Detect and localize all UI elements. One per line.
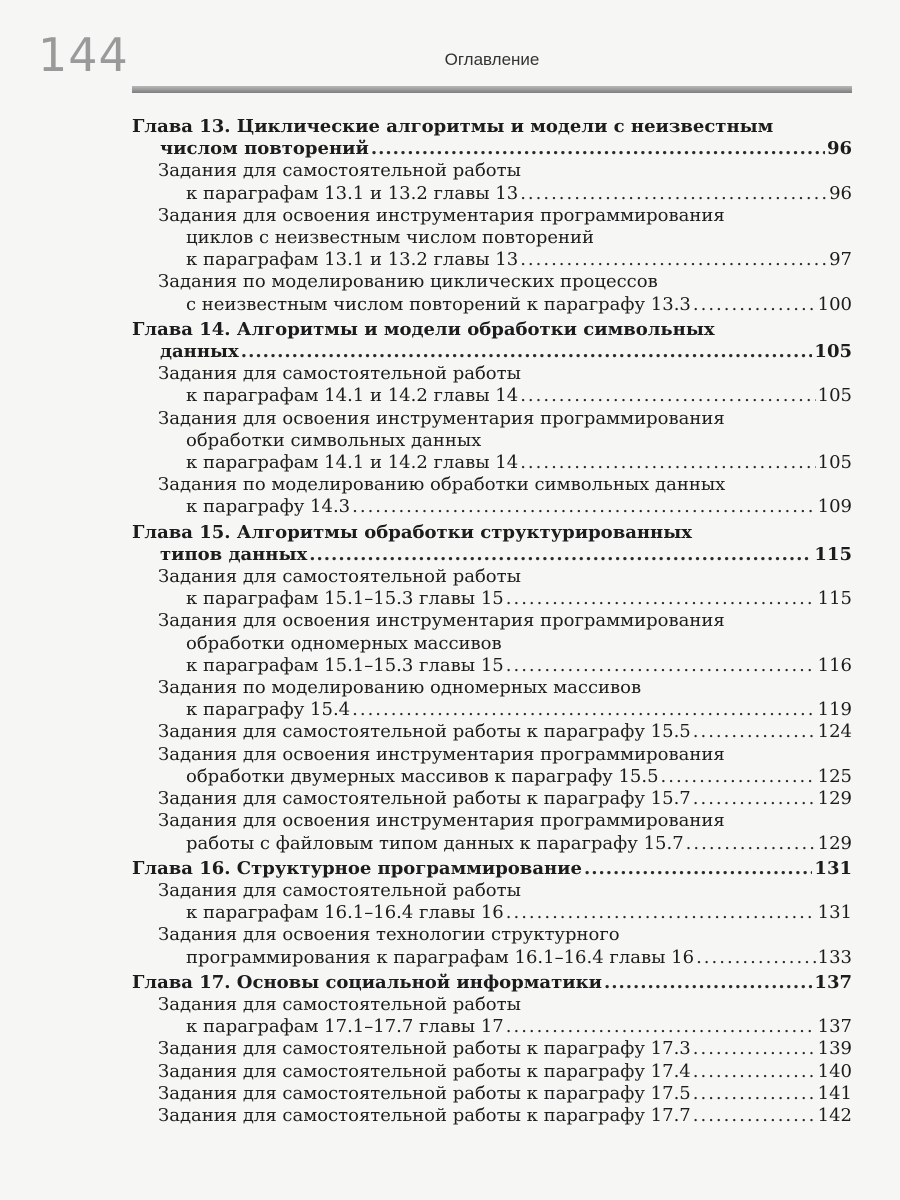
toc-chapter-entry bbox=[132, 858, 852, 880]
dot-leader bbox=[352, 496, 816, 518]
dot-leader bbox=[520, 452, 815, 474]
toc-entry-text: к параграфам 14.1 и 14.2 главы 14 bbox=[186, 452, 519, 474]
toc-page-number: 140 bbox=[817, 1060, 852, 1082]
dot-leader bbox=[686, 833, 816, 855]
toc-section-entry bbox=[132, 160, 852, 204]
toc-entry-row bbox=[158, 1016, 852, 1038]
dot-leader bbox=[693, 1038, 816, 1060]
toc-entry-text: к параграфам 16.1–16.4 главы 16 bbox=[186, 902, 504, 924]
dot-leader bbox=[693, 1105, 816, 1127]
toc-entry-text: Глава 14. Алгоритмы и модели обработки символьных bbox=[132, 318, 715, 340]
dot-leader bbox=[604, 972, 812, 994]
toc-entry-text: Задания для освоения инструментария программирования bbox=[158, 204, 725, 226]
dot-leader bbox=[309, 544, 812, 566]
dot-leader bbox=[584, 858, 812, 880]
header-rule bbox=[132, 86, 852, 93]
toc-chapter-entry bbox=[132, 972, 852, 994]
toc-section-entry bbox=[132, 363, 852, 407]
dot-leader bbox=[520, 249, 827, 271]
toc-page-number: 133 bbox=[817, 946, 852, 968]
toc-section-entry bbox=[132, 880, 852, 924]
toc-section-entry bbox=[132, 1083, 852, 1105]
running-title: Оглавление bbox=[444, 50, 540, 69]
toc-entry-text: Задания для самостоятельной работы bbox=[158, 566, 521, 588]
toc-page-number: 96 bbox=[826, 138, 852, 160]
toc-entry-text: данных bbox=[160, 341, 239, 363]
toc-entry-text: к параграфам 14.1 и 14.2 главы 14 bbox=[186, 385, 519, 407]
toc-entry-text: к параграфам 15.1–15.3 главы 15 bbox=[186, 588, 504, 610]
toc-section-entry bbox=[132, 271, 852, 315]
toc-page-number: 137 bbox=[817, 1016, 852, 1038]
toc-entry-text: к параграфам 15.1–15.3 главы 15 bbox=[186, 654, 504, 676]
toc-entry-text: к параграфам 13.1 и 13.2 главы 13 bbox=[186, 249, 519, 271]
toc-entry-text: Задания по моделированию одномерных массивов bbox=[158, 677, 642, 699]
toc-section-entry bbox=[132, 744, 852, 788]
toc-entry-row bbox=[158, 249, 852, 271]
dot-leader bbox=[352, 699, 816, 721]
toc-page-number: 124 bbox=[817, 721, 852, 743]
toc-entry-row bbox=[158, 1061, 852, 1083]
toc-page-number: 105 bbox=[817, 385, 852, 407]
dot-leader bbox=[693, 1061, 816, 1083]
toc-page-number: 129 bbox=[817, 832, 852, 854]
toc-page-number: 115 bbox=[817, 588, 852, 610]
toc-page-number: 141 bbox=[817, 1082, 852, 1104]
toc-page-number: 137 bbox=[814, 971, 852, 993]
toc-entry-text: Задания по моделированию циклических процессов bbox=[158, 271, 658, 293]
toc-entry-row bbox=[158, 1038, 852, 1060]
toc-entry-text: Задания для самостоятельной работы к параграфу 15.7 bbox=[158, 788, 691, 810]
toc-page-number: 97 bbox=[829, 249, 852, 271]
toc-entry-text: Задания по моделированию обработки символьных данных bbox=[158, 474, 726, 496]
toc-page-number: 139 bbox=[817, 1038, 852, 1060]
toc-page-number: 109 bbox=[817, 496, 852, 518]
toc-entry-text: обработки символьных данных bbox=[186, 429, 482, 451]
toc-entry-text: Задания для самостоятельной работы к параграфу 17.3 bbox=[158, 1038, 691, 1060]
toc-entry-text: типов данных bbox=[160, 543, 308, 565]
toc-entry-text: Глава 16. Структурное программирование bbox=[132, 857, 582, 879]
toc-entry-row bbox=[158, 902, 852, 924]
toc-entry-row bbox=[158, 766, 852, 788]
toc-page-number: 142 bbox=[817, 1104, 852, 1126]
dot-leader bbox=[520, 183, 827, 205]
toc-entry-row bbox=[158, 833, 852, 855]
dot-leader bbox=[506, 1016, 816, 1038]
toc-page-number: 116 bbox=[817, 654, 852, 676]
toc-entry-row bbox=[158, 721, 852, 743]
toc-entry-text: Задания для освоения инструментария программирования bbox=[158, 407, 725, 429]
toc-chapter-entry bbox=[132, 522, 852, 566]
toc-entry-row bbox=[158, 496, 852, 518]
toc-page-number: 96 bbox=[829, 182, 852, 204]
toc-entry-row bbox=[158, 588, 852, 610]
toc-section-entry bbox=[132, 610, 852, 677]
toc-entry-text: Задания для освоения технологии структурного bbox=[158, 924, 620, 946]
dot-leader bbox=[520, 385, 815, 407]
toc-section-entry bbox=[132, 677, 852, 721]
toc-section-entry bbox=[132, 474, 852, 518]
toc-entry-row bbox=[158, 699, 852, 721]
toc-page-number: 115 bbox=[814, 543, 852, 565]
toc-entry-row bbox=[158, 452, 852, 474]
toc-section-entry bbox=[132, 566, 852, 610]
toc-entry-text: числом повторений bbox=[160, 138, 369, 160]
dot-leader bbox=[371, 138, 825, 160]
toc-entry-row bbox=[158, 294, 852, 316]
toc-entry-text: обработки двумерных массивов к параграфу 15.5 bbox=[186, 765, 659, 787]
toc-section-entry bbox=[132, 924, 852, 968]
toc-entry-row bbox=[132, 544, 852, 566]
toc-section-entry bbox=[132, 408, 852, 475]
toc-entry-text: Глава 15. Алгоритмы обработки структурированных bbox=[132, 521, 692, 543]
toc-section-entry bbox=[132, 994, 852, 1038]
dot-leader bbox=[506, 655, 816, 677]
toc-chapter-entry bbox=[132, 116, 852, 160]
toc-page-number: 100 bbox=[817, 293, 852, 315]
dot-leader bbox=[693, 1083, 816, 1105]
toc-chapter-entry bbox=[132, 319, 852, 363]
toc-entry-row bbox=[158, 385, 852, 407]
toc-entry-row bbox=[132, 972, 852, 994]
toc-section-entry bbox=[132, 721, 852, 743]
toc-page-number: 129 bbox=[817, 788, 852, 810]
dot-leader bbox=[693, 721, 816, 743]
toc-entry-text: Задания для освоения инструментария программирования bbox=[158, 610, 725, 632]
toc-section-entry bbox=[132, 1105, 852, 1127]
toc-entry-text: Задания для освоения инструментария программирования bbox=[158, 743, 725, 765]
toc-entry-text: к параграфам 17.1–17.7 главы 17 bbox=[186, 1016, 504, 1038]
toc-entry-row bbox=[158, 1105, 852, 1127]
toc-section-entry bbox=[132, 1061, 852, 1083]
toc-entry-row bbox=[132, 858, 852, 880]
dot-leader bbox=[696, 947, 816, 969]
dot-leader bbox=[506, 588, 816, 610]
table-of-contents bbox=[132, 116, 852, 1127]
toc-section-entry bbox=[132, 788, 852, 810]
toc-entry-text: Задания для самостоятельной работы bbox=[158, 879, 521, 901]
toc-entry-row bbox=[132, 341, 852, 363]
toc-entry-text: Глава 17. Основы социальной информатики bbox=[132, 971, 602, 993]
toc-entry-text: циклов с неизвестным числом повторений bbox=[186, 227, 594, 249]
toc-entry-row bbox=[158, 788, 852, 810]
toc-entry-row bbox=[158, 947, 852, 969]
toc-section-entry bbox=[132, 810, 852, 854]
toc-entry-row bbox=[158, 183, 852, 205]
dot-leader bbox=[241, 341, 813, 363]
toc-entry-text: с неизвестным числом повторений к параграфу 13.3 bbox=[186, 293, 691, 315]
dot-leader bbox=[693, 788, 816, 810]
toc-entry-text: Глава 13. Циклические алгоритмы и модели с неизвестным bbox=[132, 116, 774, 137]
dot-leader bbox=[693, 294, 816, 316]
toc-page-number: 105 bbox=[814, 341, 852, 363]
toc-page-number: 131 bbox=[817, 902, 852, 924]
toc-section-entry bbox=[132, 1038, 852, 1060]
toc-entry-text: Задания для самостоятельной работы к параграфу 17.5 bbox=[158, 1082, 691, 1104]
toc-page-number: 131 bbox=[814, 857, 852, 879]
toc-entry-text: к параграфу 14.3 bbox=[186, 496, 351, 518]
toc-entry-text: обработки одномерных массивов bbox=[186, 632, 502, 654]
toc-entry-row bbox=[132, 138, 852, 160]
toc-entry-text: Задания для освоения инструментария программирования bbox=[158, 810, 725, 832]
toc-page-number: 125 bbox=[817, 765, 852, 787]
toc-entry-text: работы с файловым типом данных к параграфу 15.7 bbox=[186, 832, 684, 854]
toc-entry-text: к параграфу 15.4 bbox=[186, 699, 351, 721]
toc-entry-text: Задания для самостоятельной работы bbox=[158, 363, 521, 385]
toc-page-number: 105 bbox=[817, 452, 852, 474]
toc-entry-text: Задания для самостоятельной работы к параграфу 15.5 bbox=[158, 721, 691, 743]
toc-entry-text: Задания для самостоятельной работы к параграфу 17.4 bbox=[158, 1060, 691, 1082]
toc-entry-row bbox=[158, 655, 852, 677]
toc-entry-text: программирования к параграфам 16.1–16.4 главы 16 bbox=[186, 946, 695, 968]
toc-entry-row bbox=[158, 1083, 852, 1105]
page-number: 144 bbox=[38, 28, 129, 82]
toc-entry-text: Задания для самостоятельной работы bbox=[158, 160, 521, 182]
toc-page-number: 119 bbox=[817, 699, 852, 721]
toc-section-entry bbox=[132, 205, 852, 272]
toc-entry-text: Задания для самостоятельной работы bbox=[158, 993, 521, 1015]
dot-leader bbox=[661, 766, 816, 788]
toc-entry-text: Задания для самостоятельной работы к параграфу 17.7 bbox=[158, 1104, 691, 1126]
dot-leader bbox=[506, 902, 816, 924]
toc-entry-text: к параграфам 13.1 и 13.2 главы 13 bbox=[186, 182, 519, 204]
